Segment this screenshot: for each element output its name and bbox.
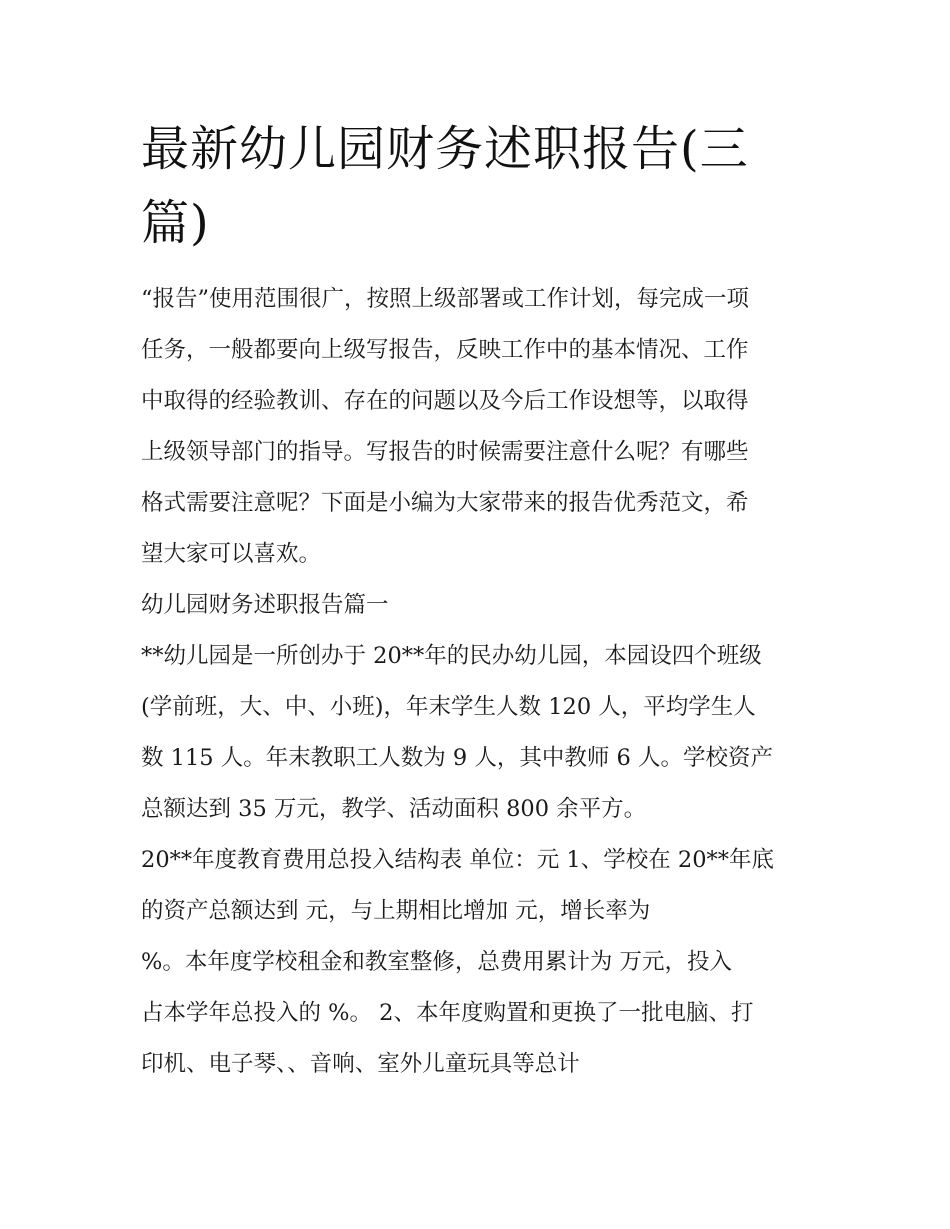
text-line: “报告”使用范围很广，按照上级部署或工作计划，每完成一项 xyxy=(141,286,750,312)
title-line: 篇) xyxy=(141,195,210,251)
text-line: 上级领导部门的指导。写报告的时候需要注意什么呢？有哪些 xyxy=(141,439,749,465)
document-title xyxy=(141,112,813,260)
text-line: 占本学年总投入的 %。 2、本年度购置和更换了一批电脑、打 xyxy=(141,1000,754,1026)
text-line: 中取得的经验教训、存在的问题以及今后工作设想等，以取得 xyxy=(141,388,749,414)
text-line: 格式需要注意呢？下面是小编为大家带来的报告优秀范文，希 xyxy=(141,490,749,516)
text-line: 任务，一般都要向上级写报告，反映工作中的基本情况、工作 xyxy=(141,337,749,363)
text-line: **幼儿园是一所创办于 20**年的民办幼儿园，本园设四个班级 xyxy=(141,643,762,669)
document-body xyxy=(141,112,813,1090)
text-line: 印机、电子琴、、音响、室外儿童玩具等总计 xyxy=(141,1051,580,1077)
intro-paragraph xyxy=(141,274,813,580)
text-line: 20**年度教育费用总投入结构表 单位：元 1、学校在 20**年底 xyxy=(141,847,775,873)
expense-paragraph xyxy=(141,835,813,1090)
section-heading xyxy=(141,580,813,631)
title-line: 最新幼儿园财务述职报告(三 xyxy=(141,121,749,177)
section-heading-text: 幼儿园财务述职报告篇一 xyxy=(141,592,389,618)
text-line: %。本年度学校租金和教室整修，总费用累计为 万元，投入 xyxy=(141,949,733,975)
kindergarten-overview-paragraph xyxy=(141,631,813,835)
text-line: (学前班，大、中、小班)，年末学生人数 120 人，平均学生人 xyxy=(141,694,756,720)
text-line: 总额达到 35 万元，教学、活动面积 800 余平方。 xyxy=(141,796,647,822)
text-line: 的资产总额达到 元，与上期相比增加 元，增长率为 xyxy=(141,898,651,924)
text-line: 数 115 人。年末教职工人数为 9 人，其中教师 6 人。学校资产 xyxy=(141,745,773,771)
text-line: 望大家可以喜欢。 xyxy=(141,541,322,567)
